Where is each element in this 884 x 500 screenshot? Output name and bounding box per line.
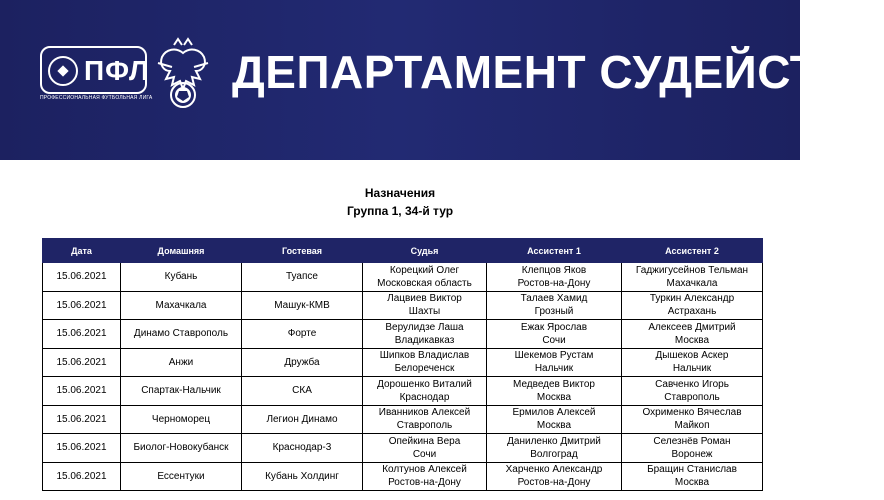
cell-date: 15.06.2021 xyxy=(43,405,121,434)
assistant-2-city: Воронеж xyxy=(671,448,713,460)
referee-city: Шахты xyxy=(408,306,441,318)
cell-home-team: Черноморец xyxy=(121,405,242,434)
cell-assistant-1 xyxy=(487,405,622,434)
referee-city: Белореченск xyxy=(394,363,455,375)
assistant-1-city: Грозный xyxy=(534,306,574,318)
assistant-2-name: Дышеков Аскер xyxy=(655,350,729,362)
referee-city: Ставрополь xyxy=(396,420,453,432)
referee-city: Московская область xyxy=(377,277,472,289)
cell-assistant-2 xyxy=(622,291,763,320)
referee-city: Ростов-на-Дону xyxy=(388,477,461,489)
assistant-1-city: Москва xyxy=(536,391,572,403)
cell-referee xyxy=(363,263,487,292)
referee-city: Краснодар xyxy=(399,391,450,403)
cell-referee xyxy=(363,462,487,491)
assistant-2-name: Охрименко Вячеслав xyxy=(642,407,742,419)
table-row xyxy=(43,462,763,491)
document-subheading: Группа 1, 34-й тур xyxy=(346,204,454,218)
cell-home-team: Махачкала xyxy=(121,291,242,320)
cell-referee xyxy=(363,434,487,463)
cell-home-team: Спартак-Нальчик xyxy=(121,377,242,406)
document-heading: Назначения xyxy=(364,186,436,200)
cell-assistant-1 xyxy=(487,348,622,377)
assignments-table xyxy=(42,238,763,491)
cell-assistant-2 xyxy=(622,377,763,406)
assistant-2-name: Гаджигусейнов Тельман xyxy=(635,264,749,276)
cell-referee xyxy=(363,291,487,320)
assistant-2-city: Нальчик xyxy=(672,363,712,375)
assistant-2-city: Ставрополь xyxy=(664,391,720,403)
assistant-1-name: Даниленко Дмитрий xyxy=(507,435,601,447)
referee-name: Шипков Владислав xyxy=(379,350,470,362)
cell-date: 15.06.2021 xyxy=(43,291,121,320)
cell-date: 15.06.2021 xyxy=(43,263,121,292)
cell-away-team: Легион Динамо xyxy=(242,405,363,434)
assistant-2-name: Савченко Игорь xyxy=(655,378,729,390)
assistant-1-name: Ермилов Алексей xyxy=(512,407,596,419)
assistant-2-name: Селезнёв Роман xyxy=(653,435,731,447)
cell-away-team: Машук-КМВ xyxy=(242,291,363,320)
assistant-2-name: Туркин Александр xyxy=(649,293,735,305)
table-row xyxy=(43,320,763,349)
assistant-1-city: Ростов-на-Дону xyxy=(517,277,591,289)
referee-name: Лацвиев Виктор xyxy=(387,293,462,305)
column-header-assistant-1: Ассистент 1 xyxy=(487,239,622,263)
football-icon xyxy=(48,56,78,86)
cell-assistant-2 xyxy=(622,462,763,491)
pfl-logo-subtext: ПРОФЕССИОНАЛЬНАЯ ФУТБОЛЬНАЯ ЛИГА xyxy=(40,95,153,101)
cell-assistant-2 xyxy=(622,263,763,292)
double-headed-eagle-icon xyxy=(152,37,214,111)
cell-assistant-1 xyxy=(487,462,622,491)
pfl-logo xyxy=(40,46,150,94)
assistant-1-name: Харченко Александр xyxy=(505,464,603,476)
cell-home-team: Анжи xyxy=(121,348,242,377)
referee-city: Сочи xyxy=(412,448,437,460)
assistant-2-city: Астрахань xyxy=(667,306,717,318)
referee-city: Владикавказ xyxy=(394,334,455,346)
assistant-1-name: Ежак Ярослав xyxy=(520,321,588,333)
referee-name: Корецкий Олег xyxy=(389,264,460,276)
column-header-away: Гостевая xyxy=(242,239,363,263)
referee-name: Дорошенко Виталий xyxy=(377,378,472,390)
assistant-2-name: Алексеев Дмитрий xyxy=(648,321,736,333)
cell-away-team: Дружба xyxy=(242,348,363,377)
cell-home-team: Ессентуки xyxy=(121,462,242,491)
table-row xyxy=(43,291,763,320)
cell-away-team: Туапсе xyxy=(242,263,363,292)
cell-assistant-2 xyxy=(622,320,763,349)
cell-date: 15.06.2021 xyxy=(43,462,121,491)
assistant-1-city: Нальчик xyxy=(534,363,574,375)
cell-assistant-1 xyxy=(487,377,622,406)
cell-away-team: СКА xyxy=(242,377,363,406)
assistant-2-name: Бращин Станислав xyxy=(647,464,737,476)
assistant-1-city: Волгоград xyxy=(530,448,578,460)
cell-away-team: Кубань Холдинг xyxy=(242,462,363,491)
referee-name: Иванников Алексей xyxy=(378,407,471,419)
assistant-2-city: Москва xyxy=(674,477,710,489)
header-banner xyxy=(0,0,884,160)
cell-referee xyxy=(363,320,487,349)
table-row xyxy=(43,348,763,377)
assistant-1-name: Медведев Виктор xyxy=(513,378,595,390)
assistant-1-name: Талаев Хамид xyxy=(520,293,588,305)
cell-assistant-1 xyxy=(487,263,622,292)
cell-away-team: Краснодар-3 xyxy=(242,434,363,463)
cell-assistant-1 xyxy=(487,291,622,320)
cell-assistant-2 xyxy=(622,405,763,434)
cell-assistant-2 xyxy=(622,434,763,463)
cell-date: 15.06.2021 xyxy=(43,348,121,377)
pfl-logo-text: ПФЛ xyxy=(84,55,150,86)
column-header-date: Дата xyxy=(43,239,121,263)
assistant-1-city: Ростов-на-Дону xyxy=(517,477,591,489)
referee-name: Опейкина Вера xyxy=(388,435,461,447)
assistant-2-city: Майкоп xyxy=(674,420,710,432)
cell-assistant-1 xyxy=(487,320,622,349)
cell-referee xyxy=(363,348,487,377)
cell-date: 15.06.2021 xyxy=(43,320,121,349)
table-row xyxy=(43,434,763,463)
cell-home-team: Кубань xyxy=(121,263,242,292)
cell-assistant-2 xyxy=(622,348,763,377)
column-header-home: Домашняя xyxy=(121,239,242,263)
assistant-2-city: Махачкала xyxy=(666,277,718,289)
assistant-2-city: Москва xyxy=(674,334,710,346)
referee-name: Верулидзе Лаша xyxy=(385,321,464,333)
cell-home-team: Динамо Ставрополь xyxy=(121,320,242,349)
table-header-row xyxy=(43,239,763,263)
table-row xyxy=(43,263,763,292)
referee-name: Колтунов Алексей xyxy=(382,464,467,476)
cell-away-team: Форте xyxy=(242,320,363,349)
assistant-1-city: Москва xyxy=(536,420,572,432)
assistant-1-name: Шекемов Рустам xyxy=(514,350,594,362)
cell-assistant-1 xyxy=(487,434,622,463)
cell-referee xyxy=(363,377,487,406)
cell-referee xyxy=(363,405,487,434)
column-header-referee: Судья xyxy=(363,239,487,263)
table-row xyxy=(43,377,763,406)
cell-home-team: Биолог-Новокубанск xyxy=(121,434,242,463)
page-title: ДЕПАРТАМЕНТ СУДЕЙСТВА xyxy=(232,46,884,98)
column-header-assistant-2: Ассистент 2 xyxy=(622,239,763,263)
table-row xyxy=(43,405,763,434)
assistant-1-name: Клепцов Яков xyxy=(521,264,587,276)
assistant-1-city: Сочи xyxy=(542,334,566,346)
cell-date: 15.06.2021 xyxy=(43,434,121,463)
cell-date: 15.06.2021 xyxy=(43,377,121,406)
